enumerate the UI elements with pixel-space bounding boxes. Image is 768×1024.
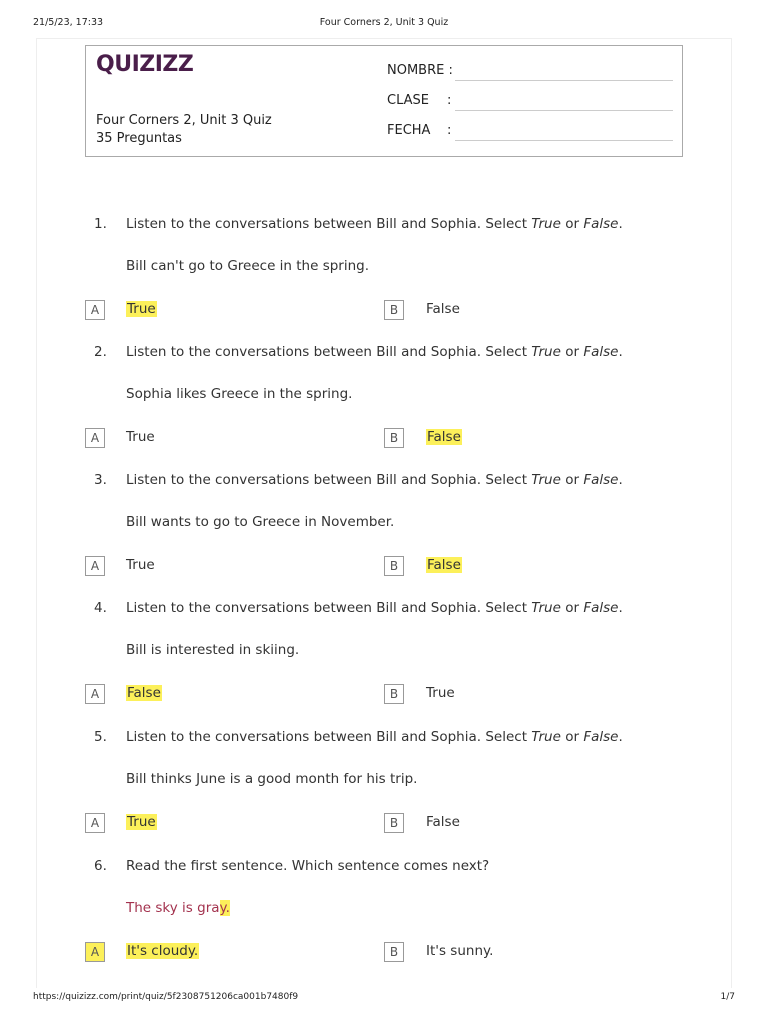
clase-line	[455, 109, 673, 111]
option-b-box[interactable]: B	[384, 300, 404, 320]
fecha-field[interactable]	[387, 123, 452, 138]
question-number: 6.	[94, 858, 107, 874]
option-a-text[interactable]: True	[126, 429, 155, 445]
page-frame	[36, 38, 732, 988]
nombre-line	[455, 79, 673, 81]
option-a-text[interactable]: It's cloudy.	[127, 943, 199, 959]
print-title: Four Corners 2, Unit 3 Quiz	[319, 17, 449, 28]
question-prompt: Listen to the conversations between Bill and Sophia. Select True or False.	[126, 600, 623, 616]
question-number: 3.	[94, 472, 107, 488]
nombre-label: NOMBRE :	[387, 63, 453, 78]
question-statement: Bill can't go to Greece in the spring.	[126, 258, 370, 274]
clase-field[interactable]	[387, 93, 452, 108]
option-b-text[interactable]: True	[426, 685, 455, 701]
question-statement: Bill is interested in skiing.	[126, 642, 300, 658]
question-number: 1.	[94, 216, 107, 232]
option-b-text[interactable]: False	[426, 814, 460, 830]
clase-label: CLASE	[387, 93, 429, 108]
option-a-text[interactable]: True	[126, 557, 155, 573]
option-a-box[interactable]: A	[85, 813, 105, 833]
first-sentence: The sky is gray.	[126, 900, 230, 916]
quizizz-logo	[96, 52, 193, 77]
print-header	[0, 17, 768, 31]
option-a-box[interactable]: A	[85, 300, 105, 320]
print-url[interactable]: https://quizizz.com/print/quiz/5f2308751206ca001b7480f9	[33, 992, 299, 1002]
option-a-text[interactable]: True	[127, 814, 156, 830]
question-statement: Bill thinks June is a good month for his trip.	[126, 771, 418, 787]
question-number: 5.	[94, 729, 107, 745]
question-statement: Sophia likes Greece in the spring.	[126, 386, 353, 402]
fecha-colon: :	[447, 123, 452, 138]
fecha-label: FECHA	[387, 123, 431, 138]
option-a-box[interactable]: A	[85, 942, 105, 962]
quiz-header-card	[85, 45, 683, 157]
option-b-text[interactable]: False	[427, 557, 461, 573]
question-prompt: Listen to the conversations between Bill and Sophia. Select True or False.	[126, 216, 623, 232]
question-prompt: Listen to the conversations between Bill and Sophia. Select True or False.	[126, 472, 623, 488]
option-b-box[interactable]: B	[384, 942, 404, 962]
fecha-line	[455, 139, 673, 141]
page-number: 1/7	[720, 992, 735, 1002]
option-a-box[interactable]: A	[85, 684, 105, 704]
question-statement: Bill wants to go to Greece in November.	[126, 514, 395, 530]
quiz-title: Four Corners 2, Unit 3 Quiz	[96, 113, 272, 128]
question-prompt: Listen to the conversations between Bill and Sophia. Select True or False.	[126, 729, 623, 745]
option-a-text[interactable]: True	[127, 301, 156, 317]
question-prompt: Read the first sentence. Which sentence comes next?	[126, 858, 490, 874]
logo-text: QUIZIZZ	[96, 52, 194, 77]
print-date: 21/5/23, 17:33	[33, 17, 104, 28]
option-b-text[interactable]: It's sunny.	[426, 943, 494, 959]
option-a-text[interactable]: False	[127, 685, 161, 701]
question-number: 4.	[94, 600, 107, 616]
option-a-box[interactable]: A	[85, 556, 105, 576]
question-count: 35 Preguntas	[96, 131, 182, 146]
option-b-box[interactable]: B	[384, 813, 404, 833]
option-b-box[interactable]: B	[384, 684, 404, 704]
option-b-text[interactable]: False	[427, 429, 461, 445]
option-b-box[interactable]: B	[384, 556, 404, 576]
clase-colon: :	[447, 93, 452, 108]
option-b-box[interactable]: B	[384, 428, 404, 448]
question-prompt: Listen to the conversations between Bill and Sophia. Select True or False.	[126, 344, 623, 360]
option-b-text[interactable]: False	[426, 301, 460, 317]
question-number: 2.	[94, 344, 107, 360]
nombre-field[interactable]	[387, 63, 453, 78]
option-a-box[interactable]: A	[85, 428, 105, 448]
